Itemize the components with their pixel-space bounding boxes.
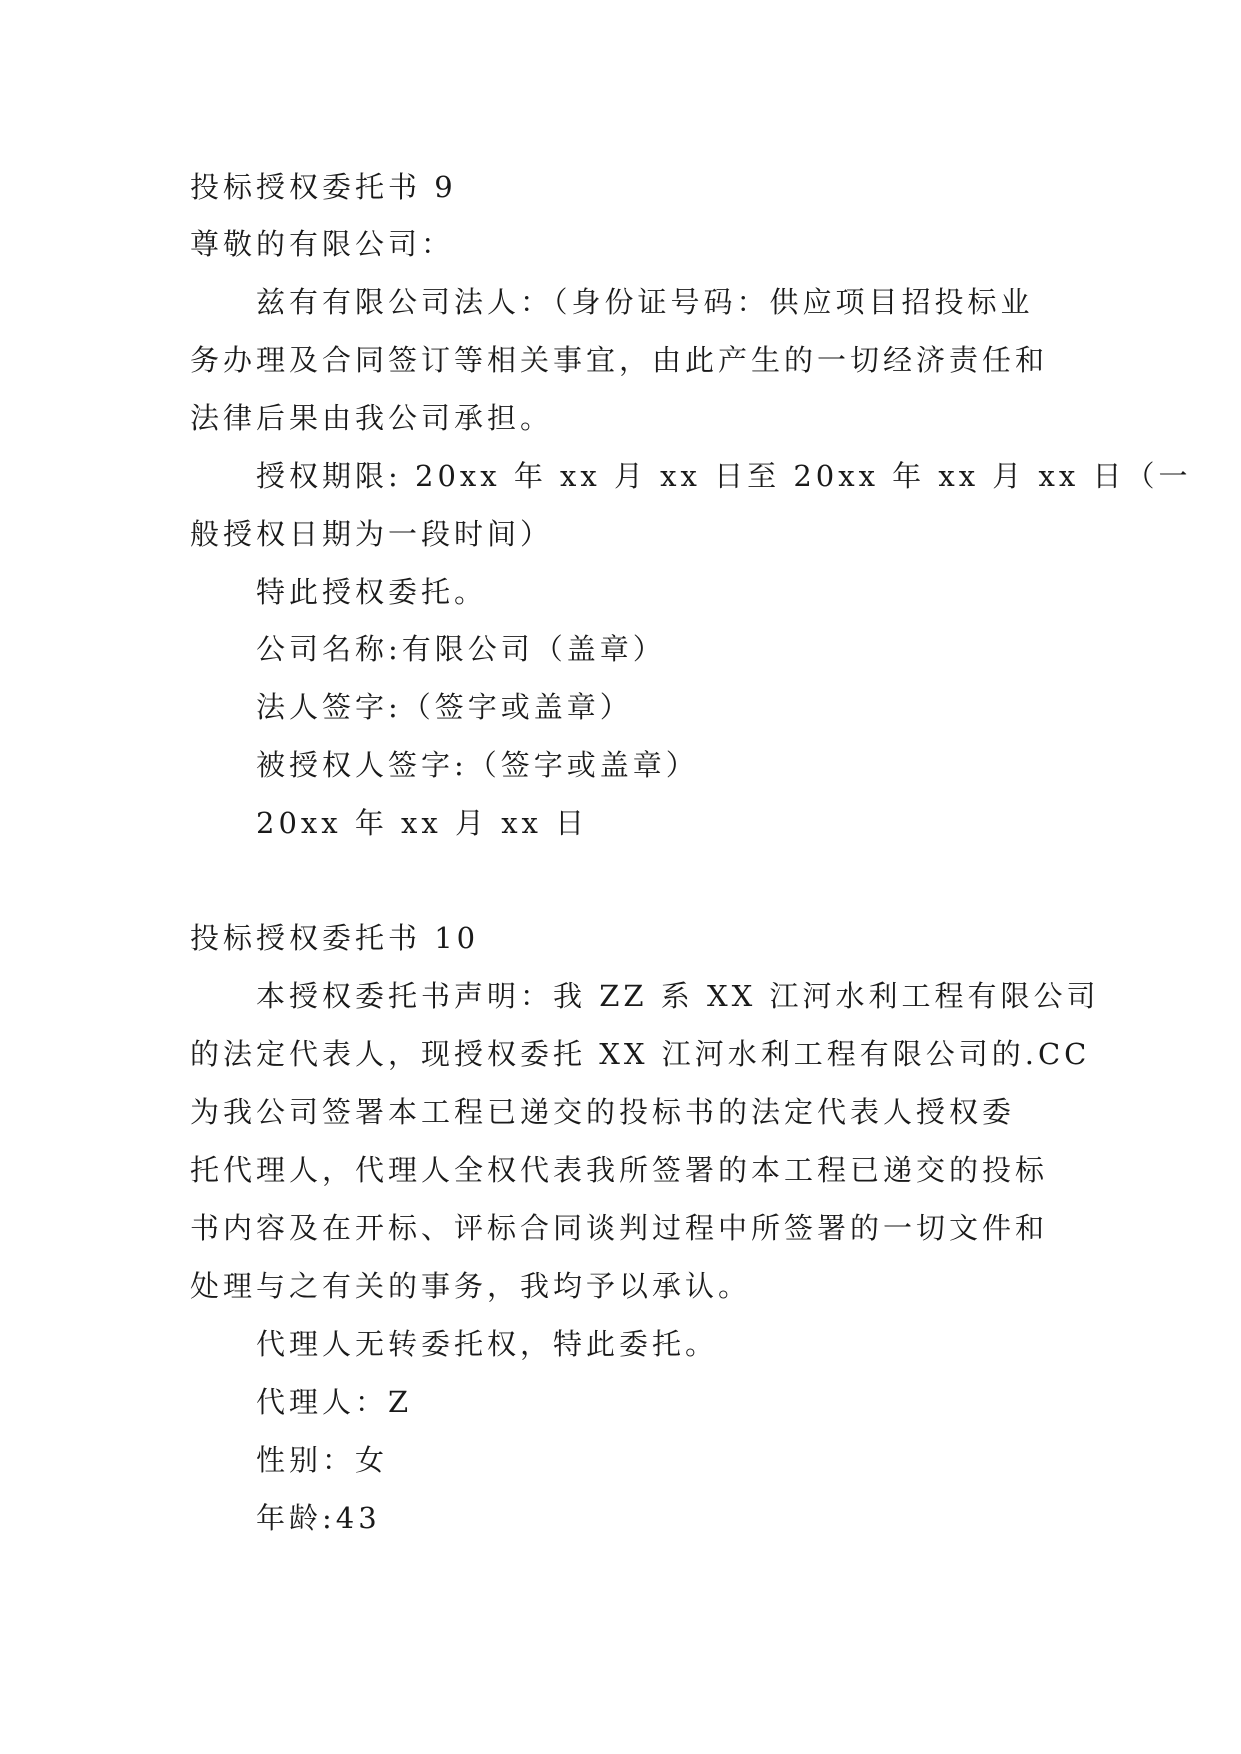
section9-company-name: 公司名称:有限公司（盖章） (256, 632, 666, 666)
section10-agent: 代理人：Z (256, 1385, 413, 1419)
section9-agent-sign: 被授权人签字:（签字或盖章） (256, 748, 699, 782)
section9-title: 投标授权委托书 9 (190, 170, 457, 204)
section10-para1-line6: 处理与之有关的事务，我均予以承认。 (190, 1269, 752, 1303)
section10-para1-line5: 书内容及在开标、评标合同谈判过程中所签署的一切文件和 (190, 1211, 1049, 1245)
section9-para1-line2: 务办理及合同签订等相关事宜，由此产生的一切经济责任和 (190, 343, 1049, 377)
section10-age: 年龄:43 (256, 1501, 381, 1535)
section9-para1-line3: 法律后果由我公司承担。 (190, 401, 554, 435)
section9-para2-line2: 般授权日期为一段时间） (190, 517, 554, 551)
section9-closing: 特此授权委托。 (256, 575, 488, 609)
section10-para1-line1: 本授权委托书声明：我 ZZ 系 XX 江河水利工程有限公司 (256, 979, 1100, 1013)
section9-salutation: 尊敬的有限公司： (190, 227, 455, 261)
section9-para2-line1: 授权期限: 20xx 年 xx 月 xx 日至 20xx 年 xx 月 xx 日（一 (256, 459, 1192, 493)
section10-para1-line2: 的法定代表人，现授权委托 XX 江河水利工程有限公司的.CC (190, 1037, 1091, 1071)
section10-title: 投标授权委托书 10 (190, 921, 480, 955)
section9-legal-sign: 法人签字:（签字或盖章） (256, 690, 633, 724)
section10-para2: 代理人无转委托权，特此委托。 (256, 1327, 719, 1361)
section10-para1-line4: 托代理人，代理人全权代表我所签署的本工程已递交的投标 (190, 1153, 1049, 1187)
section10-gender: 性别：女 (256, 1443, 389, 1477)
section9-date: 20xx 年 xx 月 xx 日 (256, 806, 589, 840)
section9-para1-line1: 兹有有限公司法人：（身份证号码：供应项目招投标业 (256, 285, 1034, 319)
section10-para1-line3: 为我公司签署本工程已递交的投标书的法定代表人授权委 (190, 1095, 1016, 1129)
